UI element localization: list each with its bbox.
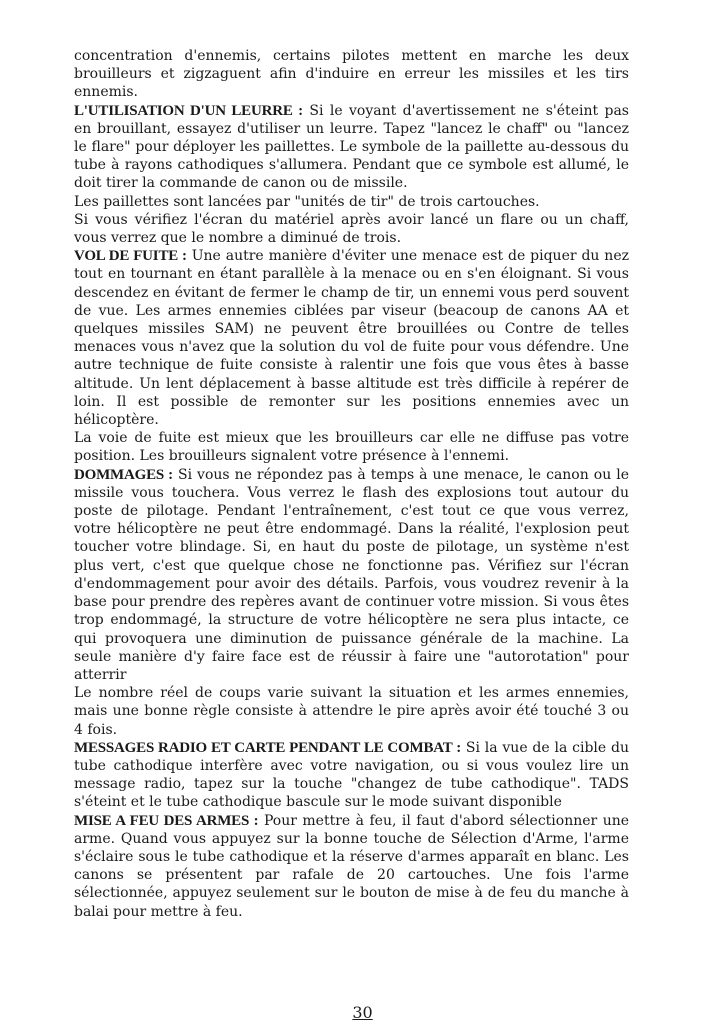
- page-number: 30: [352, 1003, 373, 1022]
- paragraph-6: [74, 429, 629, 465]
- paragraph-text: Pour mettre à feu, il faut d'abord sélectionner une arme. Quand vous appuyez sur la bonne touche de Sélection d'Arme, l'arme s'éclaire sous le tube cathodique et la réserve d'armes apparaît en blanc. Les canons se présentent par rafale de 20 cartouches. Une fois l'arme sélectionnée, appuyez seulement sur le bouton de mise à de feu du manche à balai pour mettre à feu.: [74, 812, 630, 920]
- paragraph-5: [74, 247, 629, 429]
- section-heading-mise-a-feu: MISE A FEU DES ARMES :: [74, 812, 259, 829]
- paragraph-text: Si vous ne répondez pas à temps à une menace, le canon ou le missile vous touchera. Vous verrez le flash des explosions tout autour du poste de pilotage. Pendant l'entraînement, c'est tout ce que vous verrez, votre hélicoptère ne peut être endommagé. Dans la réalité, l'explosion peut toucher votre blindage. Si, en haut du poste de pilotage, un système n'est plus vert, c'est que quelque chose ne fonctionne pas. Vérifiez sur l'écran d'endommagement pour avoir des détails. Parfois, vous voudrez revenir à la base pour prendre des repères avant de continuer votre mission. Si vous êtes trop endommagé, la structure de votre hélicoptère ne sera plus intacte, ce qui provoquera une diminution de puissance générale de la machine. La seule manière d'y faire face est de réussir à faire une "autorotation" pour atterrir: [74, 466, 629, 683]
- paragraph-text: Si la vue de la cible du tube cathodique interfère avec votre navigation, ou si vous voulez lire un message radio, tapez sur la touche "changez de tube cathodique". TADS s'éteint et le tube cathodique bascule sur le mode suivant disponible: [74, 739, 629, 811]
- paragraph-7: [74, 466, 629, 684]
- section-heading-vol-de-fuite: VOL DE FUITE :: [74, 248, 187, 265]
- paragraph-text: La voie de fuite est mieux que les brouilleurs car elle ne diffuse pas votre position. Les brouilleurs signalent votre présence à l'ennemi.: [74, 430, 629, 465]
- paragraph-text: Les paillettes sont lancées par "unités de tir" de trois cartouches.: [74, 193, 540, 210]
- section-heading-leurre: L'UTILISATION D'UN LEURRE :: [74, 102, 303, 119]
- paragraph-text: Si vous vérifiez l'écran du matériel après avoir lancé un flare ou un chaff, vous verrez que le nombre a diminué de trois.: [74, 211, 629, 247]
- paragraph-4: [74, 211, 629, 247]
- manual-page-body: [74, 47, 629, 921]
- paragraph-10: [74, 812, 629, 921]
- paragraph-text: concentration d'ennemis, certains pilotes mettent en marche les deux brouilleurs et zigzaguent afin d'induire en erreur les missiles et les tirs ennemis.: [74, 48, 629, 101]
- paragraph-9: [74, 739, 629, 812]
- paragraph-1: [74, 47, 629, 102]
- paragraph-2: [74, 102, 629, 193]
- section-heading-messages-radio: MESSAGES RADIO ET CARTE PENDANT LE COMBAT :: [74, 739, 462, 756]
- paragraph-text: Une autre manière d'éviter une menace est de piquer du nez tout en tournant en étant parallèle à la menace ou en s'en éloignant. Si vous descendez en évitant de fermer le champ de tir, un ennemi vous perd souvent de vue. Les armes ennemies ciblées par viseur (beacoup de canons AA et quelques missiles SAM) ne peuvent être brouillées ou Contre de telles menaces vous n'avez que la solution du vol de fuite pour vous défendre. Une autre technique de fuite consiste à ralentir une fois que vous êtes à basse altitude. Un lent déplacement à basse altitude est très difficile à repérer de loin. Il est possible de remonter sur les positions ennemies avec un hélicoptère.: [74, 248, 629, 429]
- paragraph-8: [74, 684, 629, 739]
- section-heading-dommages: DOMMAGES :: [74, 466, 173, 483]
- paragraph-text: Si le voyant d'avertissement ne s'éteint pas en brouillant, essayez d'utiliser un leurre. Tapez "lancez le chaff" ou "lancez le flare" pour déployer les paillettes. Le symbole de la paillette au-dessous du tube à rayons cathodiques s'allumera. Pendant que ce symbole est allumé, le doit tirer la commande de canon ou de missile.: [74, 102, 629, 192]
- paragraph-3: [74, 193, 629, 211]
- paragraph-text: Le nombre réel de coups varie suivant la situation et les armes ennemies, mais une bonne règle consiste à attendre le pire après avoir été touché 3 ou 4 fois.: [74, 685, 629, 738]
